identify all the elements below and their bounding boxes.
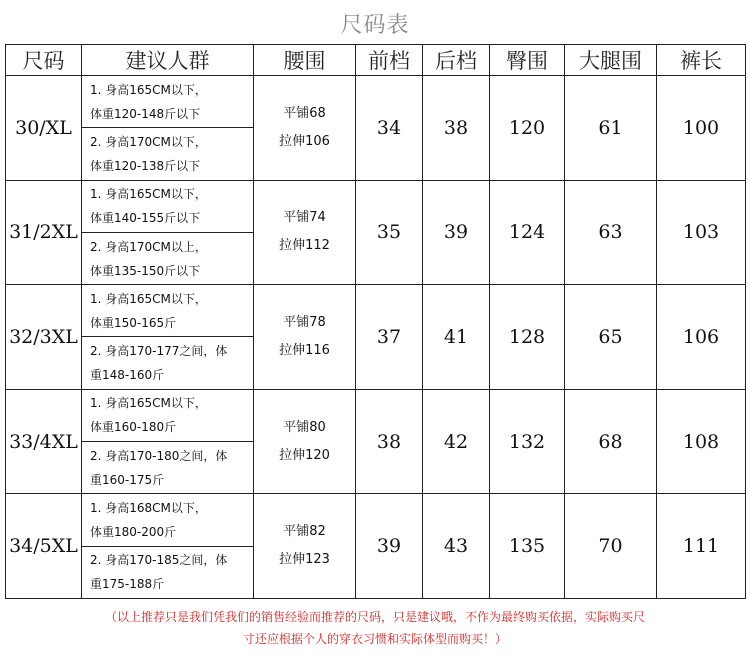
waist-cell: 平铺82 拉伸123 <box>254 494 356 599</box>
length-cell: 103 <box>657 180 746 285</box>
waist-cell: 平铺74 拉伸112 <box>254 180 356 285</box>
hip-cell: 135 <box>490 494 565 599</box>
header-front-rise: 前档 <box>356 45 423 76</box>
header-length: 裤长 <box>657 45 746 76</box>
size-chart-table <box>5 44 746 599</box>
length-cell: 100 <box>657 76 746 181</box>
hip-cell: 124 <box>490 180 565 285</box>
recommendation-2: 2. 身高170-180之间，体 重160-175斤 <box>82 441 253 493</box>
recommendation-1: 1. 身高168CM以下， 体重180-200斤 <box>90 501 207 540</box>
waist-cell: 平铺80 拉伸120 <box>254 389 356 494</box>
back-rise-cell: 42 <box>423 389 490 494</box>
disclaimer-line-2: 寸还应根据个人的穿衣习惯和实际体型而购买！） <box>242 632 507 646</box>
recommendation-1: 1. 身高165CM以下， 体重150-165斤 <box>90 291 207 330</box>
back-rise-cell: 39 <box>423 180 490 285</box>
recommendation-1: 1. 身高165CM以下， 体重140-155斤以下 <box>90 187 207 226</box>
recommendation-2: 2. 身高170CM以上， 体重135-150斤以下 <box>82 232 253 284</box>
front-rise-cell: 35 <box>356 180 423 285</box>
waist-cell: 平铺68 拉伸106 <box>254 76 356 181</box>
header-hip: 臀围 <box>490 45 565 76</box>
disclaimer-line-1: （以上推荐只是我们凭我们的销售经验而推荐的尺码，只是建议哦，不作为最终购买依据，实际购买尺 <box>104 610 645 624</box>
back-rise-cell: 41 <box>423 285 490 390</box>
front-rise-cell: 37 <box>356 285 423 390</box>
recommendation-2: 2. 身高170-185之间，体 重175-188斤 <box>82 546 253 598</box>
disclaimer-note <box>0 606 750 650</box>
header-waist: 腰围 <box>254 45 356 76</box>
back-rise-cell: 43 <box>423 494 490 599</box>
recommended-cell <box>82 76 254 181</box>
header-thigh: 大腿围 <box>565 45 657 76</box>
recommended-cell <box>82 180 254 285</box>
thigh-cell: 61 <box>565 76 657 181</box>
header-recommended: 建议人群 <box>82 45 254 76</box>
table-row <box>6 180 746 285</box>
size-cell: 32/3XL <box>6 285 82 390</box>
front-rise-cell: 34 <box>356 76 423 181</box>
waist-cell: 平铺78 拉伸116 <box>254 285 356 390</box>
header-back-rise: 后档 <box>423 45 490 76</box>
recommendation-2: 2. 身高170-177之间，体 重148-160斤 <box>82 336 253 388</box>
recommended-cell <box>82 389 254 494</box>
size-cell: 30/XL <box>6 76 82 181</box>
page-title: 尺码表 <box>340 13 410 38</box>
size-cell: 33/4XL <box>6 389 82 494</box>
length-cell: 106 <box>657 285 746 390</box>
recommended-cell <box>82 494 254 599</box>
back-rise-cell: 38 <box>423 76 490 181</box>
length-cell: 108 <box>657 389 746 494</box>
hip-cell: 132 <box>490 389 565 494</box>
table-row <box>6 389 746 494</box>
thigh-cell: 68 <box>565 389 657 494</box>
header-size: 尺码 <box>6 45 82 76</box>
table-row <box>6 76 746 181</box>
table-row <box>6 285 746 390</box>
size-cell: 34/5XL <box>6 494 82 599</box>
front-rise-cell: 39 <box>356 494 423 599</box>
thigh-cell: 70 <box>565 494 657 599</box>
recommendation-2: 2. 身高170CM以下， 体重120-138斤以下 <box>82 127 253 179</box>
length-cell: 111 <box>657 494 746 599</box>
thigh-cell: 65 <box>565 285 657 390</box>
size-cell: 31/2XL <box>6 180 82 285</box>
recommendation-1: 1. 身高165CM以下， 体重160-180斤 <box>90 396 207 435</box>
hip-cell: 128 <box>490 285 565 390</box>
table-row <box>6 494 746 599</box>
recommended-cell <box>82 285 254 390</box>
header-row <box>6 45 746 76</box>
hip-cell: 120 <box>490 76 565 181</box>
front-rise-cell: 38 <box>356 389 423 494</box>
thigh-cell: 63 <box>565 180 657 285</box>
recommendation-1: 1. 身高165CM以下， 体重120-148斤以下 <box>90 82 207 121</box>
